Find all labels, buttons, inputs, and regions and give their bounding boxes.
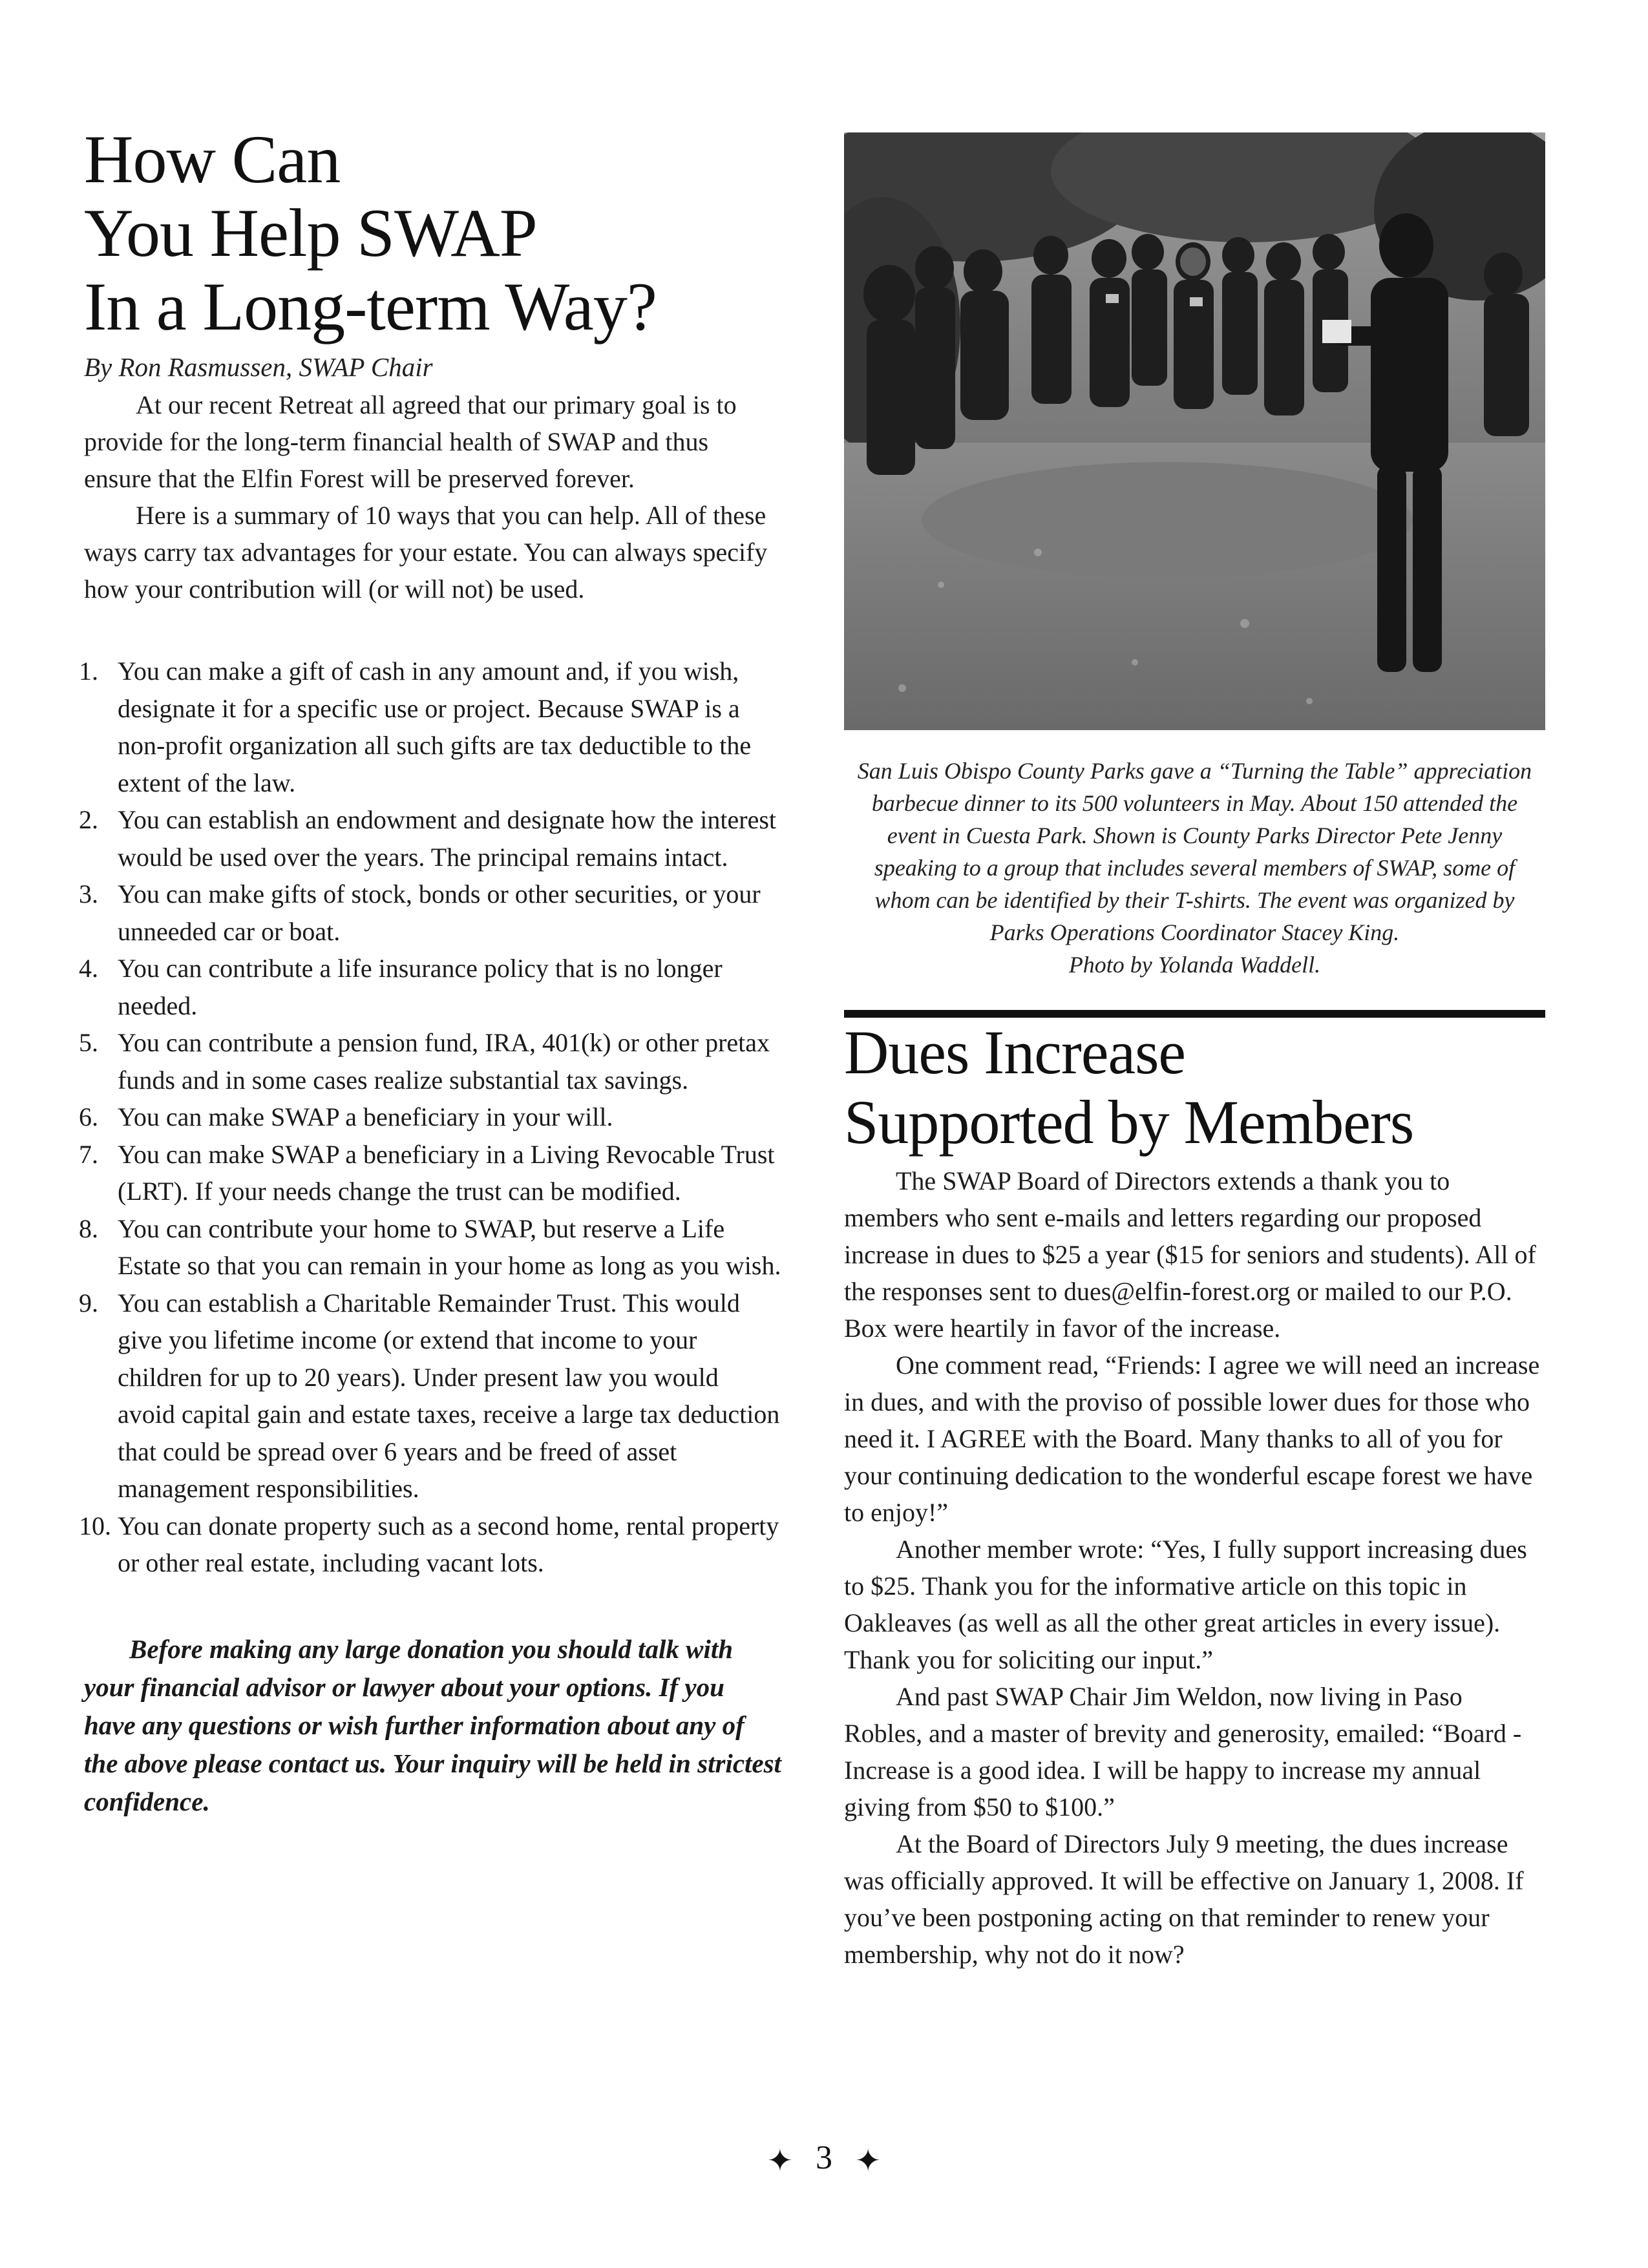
intro-text <box>84 386 782 607</box>
list-number: 3. <box>79 879 98 908</box>
list-number: 8. <box>79 1213 98 1243</box>
list-item <box>79 1024 782 1098</box>
list-number: 7. <box>79 1139 98 1169</box>
list-item <box>79 876 782 950</box>
paragraph: The SWAP Board of Directors extends a thank you to members who sent e-mails and letters regarding our proposed increase in dues to $25 a year ($15 for seniors and students). All of the responses sent to dues@elfin-forest.org or mailed to our P.O. Box were heartily in favor of the increase. <box>844 1166 1536 1343</box>
photo-image <box>844 132 1545 730</box>
photo-credit: Photo by Yolanda Waddell. <box>1068 952 1321 978</box>
list-item <box>79 653 782 801</box>
list-item <box>79 1285 782 1507</box>
list-number: 6. <box>79 1102 98 1131</box>
list-text: You can contribute a pension fund, IRA, 401(k) or other pretax funds and in some cases realize substantial tax savings. <box>118 1028 770 1095</box>
ways-list <box>79 653 782 1582</box>
article-title <box>84 123 782 344</box>
star-ornament-icon: ✦ <box>766 2144 793 2179</box>
photo-caption <box>844 755 1545 981</box>
list-number: 1. <box>79 656 98 686</box>
list-item <box>79 1098 782 1136</box>
list-text: You can establish a Charitable Remainder Trust. This would give you lifetime income (or extend that income to your children for up to 20 years). Under present law you would avoid capital gain and estate taxes, receive a large tax deduction that could be spread over 6 years and be freed of asset management responsibilities. <box>118 1288 780 1503</box>
list-item <box>79 1136 782 1210</box>
caption-text: San Luis Obispo County Parks gave a “Turning the Table” appreciation barbecue dinner to its 500 volunteers in May. About 150 attended the event in Cuesta Park. Shown is County Parks Director Pete Jenny speaking to a group that includes several members of SWAP, some of whom can be identified by their T-shirts. The event was organized by Parks Operations Coordinator Stacey King. <box>857 758 1532 945</box>
title-line: In a Long-term Way? <box>84 269 657 344</box>
paragraph: One comment read, “Friends: I agree we will need an increase in dues, and with the proviso of possible lower dues for those who need it. I AGREE with the Board. Many thanks to all of you for your continuing dedication to the wonderful escape forest we have to enjoy!” <box>844 1350 1540 1527</box>
list-number: 10. <box>79 1511 111 1540</box>
paragraph: At the Board of Directors July 9 meeting, the dues increase was officially approved. It will be effective on January 1, 2008. If you’ve been postponing acting on that reminder to renew your membership, why not do it now? <box>844 1829 1524 1969</box>
title-line: How Can <box>84 121 341 197</box>
page-number: 3 <box>816 2139 832 2176</box>
left-article <box>79 121 782 1821</box>
star-ornament-icon: ✦ <box>855 2144 882 2179</box>
list-text: You can make a gift of cash in any amount and, if you wish, designate it for a specific use or project. Because SWAP is a non-profit organization all such gifts are tax deductible to the extent of the law. <box>118 656 752 797</box>
title-line: Supported by Members <box>844 1087 1414 1157</box>
dues-article-body <box>844 1162 1545 1973</box>
list-item <box>79 950 782 1024</box>
list-text: You can donate property such as a second home, rental property or other real estate, including vacant lots. <box>118 1511 779 1577</box>
paragraph: Another member wrote: “Yes, I fully support increasing dues to $25. Thank you for the informative article on this topic in Oakleaves (as well as all the other great articles in every issue). Thank you for soliciting our input.” <box>844 1535 1527 1674</box>
list-text: You can make SWAP a beneficiary in your will. <box>118 1102 613 1131</box>
title-line: You Help SWAP <box>84 195 537 271</box>
list-text: You can contribute your home to SWAP, but reserve a Life Estate so that you can remain in your home as long as you wish. <box>118 1213 781 1280</box>
list-text: You can make SWAP a beneficiary in a Living Revocable Trust (LRT). If your needs change the trust can be modified. <box>118 1139 775 1206</box>
list-number: 5. <box>79 1028 98 1057</box>
page-footer <box>0 2139 1648 2179</box>
list-number: 9. <box>79 1288 98 1318</box>
paragraph: And past SWAP Chair Jim Weldon, now living in Paso Robles, and a master of brevity and generosity, emailed: “Board - Increase is a good idea. I will be happy to increase my annual giving from $50 to $100.” <box>844 1682 1522 1822</box>
list-item <box>79 1210 782 1285</box>
paragraph: Here is a summary of 10 ways that you can help. All of these ways carry tax advantages for your estate. You can always specify how your contribution will (or will not) be used. <box>84 501 768 604</box>
list-text: You can establish an endowment and designate how the interest would be used over the years. The principal remains intact. <box>118 805 777 872</box>
list-text: You can make gifts of stock, bonds or other securities, or your unneeded car or boat. <box>118 879 761 946</box>
byline: By Ron Rasmussen, SWAP Chair <box>84 352 433 382</box>
article-title <box>844 1018 1545 1157</box>
section-divider <box>844 1010 1545 1018</box>
list-text: You can contribute a life insurance policy that is no longer needed. <box>118 954 723 1020</box>
paragraph: At our recent Retreat all agreed that our primary goal is to provide for the long-term financial health of SWAP and thus ensure that the Elfin Forest will be preserved forever. <box>84 390 737 493</box>
event-photo <box>844 132 1545 730</box>
title-line: Dues Increase <box>844 1018 1186 1087</box>
list-item <box>79 1507 782 1582</box>
list-item <box>79 801 782 876</box>
closing-note: Before making any large donation you should talk with your financial advisor or lawyer about your options. If you have any questions or wish further information about any of the above please contact us. Your inquiry will be held in strictest confidence. <box>84 1633 781 1816</box>
list-number: 2. <box>79 805 98 834</box>
list-number: 4. <box>79 954 98 983</box>
right-column <box>844 132 1545 1973</box>
